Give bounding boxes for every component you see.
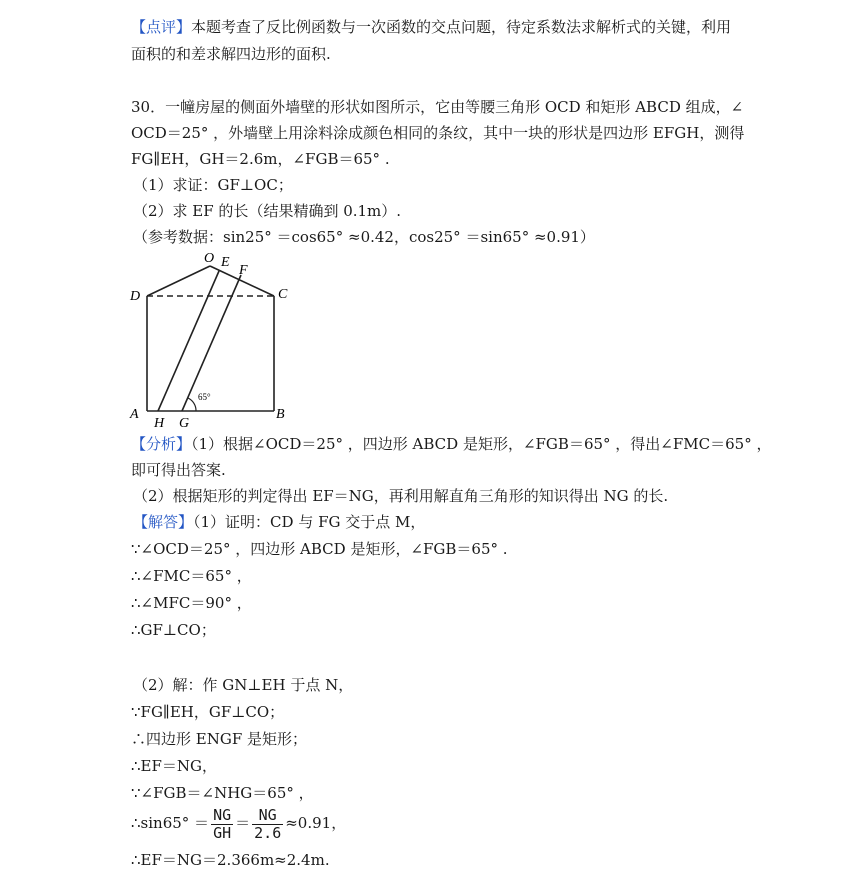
question-1: （1）求证：GF⊥OC；	[133, 176, 293, 194]
solution-p1-line-2: ∴∠FMC＝65° ，	[131, 567, 252, 585]
solution-p1-line-3: ∴∠MFC＝90° ，	[131, 594, 252, 612]
solution-p2-line-3: ∴EF＝NG，	[131, 757, 218, 775]
label-G: G	[179, 416, 190, 431]
solution-p1-line-4: ∴GF⊥CO；	[131, 621, 216, 639]
label-C: C	[278, 287, 288, 302]
review-line-1	[131, 17, 731, 37]
analysis-text-1: （1）根据∠OCD＝25° ，四边形 ABCD 是矩形，∠FGB＝65° ，得出∠FMC＝65° ，	[191, 435, 772, 453]
analysis-line-3: （2）根据矩形的判定得出 EF＝NG，再利用解直角三角形的知识得出 NG 的长.	[133, 487, 669, 505]
fraction-1-numerator: NG	[213, 805, 232, 824]
problem-number: 30．	[131, 98, 166, 116]
solution-p2-line-5	[131, 806, 346, 842]
fraction-ng-2-6	[252, 807, 283, 842]
analysis-tag: 【分析】	[131, 435, 192, 453]
label-F: F	[239, 263, 248, 278]
solution-tag: 【解答】	[133, 513, 194, 531]
solution-p2-line-6: ∴EF＝NG＝2.366m≈2.4m.	[131, 851, 330, 869]
label-angle-65: 65°	[198, 392, 211, 402]
label-D: D	[130, 289, 141, 304]
fraction-2-denominator: 2.6	[254, 823, 282, 842]
label-A: A	[130, 407, 139, 422]
angle-arc-G	[188, 398, 196, 411]
analysis-line-1	[131, 434, 771, 454]
review-line-2: 面积的和差求解四边形的面积.	[131, 45, 331, 63]
fraction-ng-gh	[211, 807, 233, 842]
solution-p1-line-1: ∵∠OCD＝25° ，四边形 ABCD 是矩形，∠FGB＝65° .	[131, 540, 508, 558]
solution-text-0: （1）证明：CD 与 FG 交于点 M，	[193, 513, 426, 531]
solution-p2-line-4: ∵∠FGB＝∠NHG＝65° ，	[131, 784, 314, 802]
problem-line-2: OCD＝25° ，外墙壁上用涂料涂成颜色相同的条纹，其中一块的形状是四边形 EFGH，测得	[131, 124, 745, 142]
house-wall-diagram	[126, 246, 296, 432]
label-E: E	[221, 255, 230, 270]
label-H: H	[154, 416, 165, 431]
label-O: O	[204, 251, 215, 266]
fraction-2-numerator: NG	[252, 807, 283, 825]
analysis-line-2: 即可得出答案.	[131, 461, 226, 479]
question-2: （2）求 EF 的长（结果精确到 0.1m）.	[133, 202, 402, 220]
fraction-1-denominator: GH	[213, 823, 232, 842]
sin-prefix: ∴sin65° ＝	[131, 814, 210, 832]
sin-suffix: ≈0.91，	[285, 814, 347, 832]
problem-line-3: FG∥EH，GH＝2.6m，∠FGB＝65° .	[131, 150, 390, 168]
reference-data: （参考数据：sin25° ＝cos65° ≈0.42，cos25° ＝sin65° ≈0.91）	[133, 228, 595, 246]
review-text-1: 本题考查了反比例函数与一次函数的交点问题，待定系数法求解析式的关键，利用	[191, 18, 732, 36]
solution-p2-line-2: ∴四边形 ENGF 是矩形；	[131, 730, 308, 748]
side-DO	[147, 266, 210, 296]
label-B: B	[276, 407, 285, 422]
solution-p2-line-1: ∵FG∥EH，GF⊥CO；	[131, 703, 285, 721]
review-tag: 【点评】	[131, 18, 192, 36]
problem-line-1	[131, 97, 743, 117]
geometry-figure	[126, 246, 296, 436]
equals-sign: ＝	[235, 814, 251, 832]
solution-p2-line-0: （2）解：作 GN⊥EH 于点 N，	[133, 676, 354, 694]
problem-text-1: 一幢房屋的侧面外墙壁的形状如图所示，它由等腰三角形 OCD 和矩形 ABCD 组成，∠	[165, 98, 744, 116]
solution-line-0	[133, 512, 425, 532]
stripe-side-EH	[158, 271, 219, 411]
